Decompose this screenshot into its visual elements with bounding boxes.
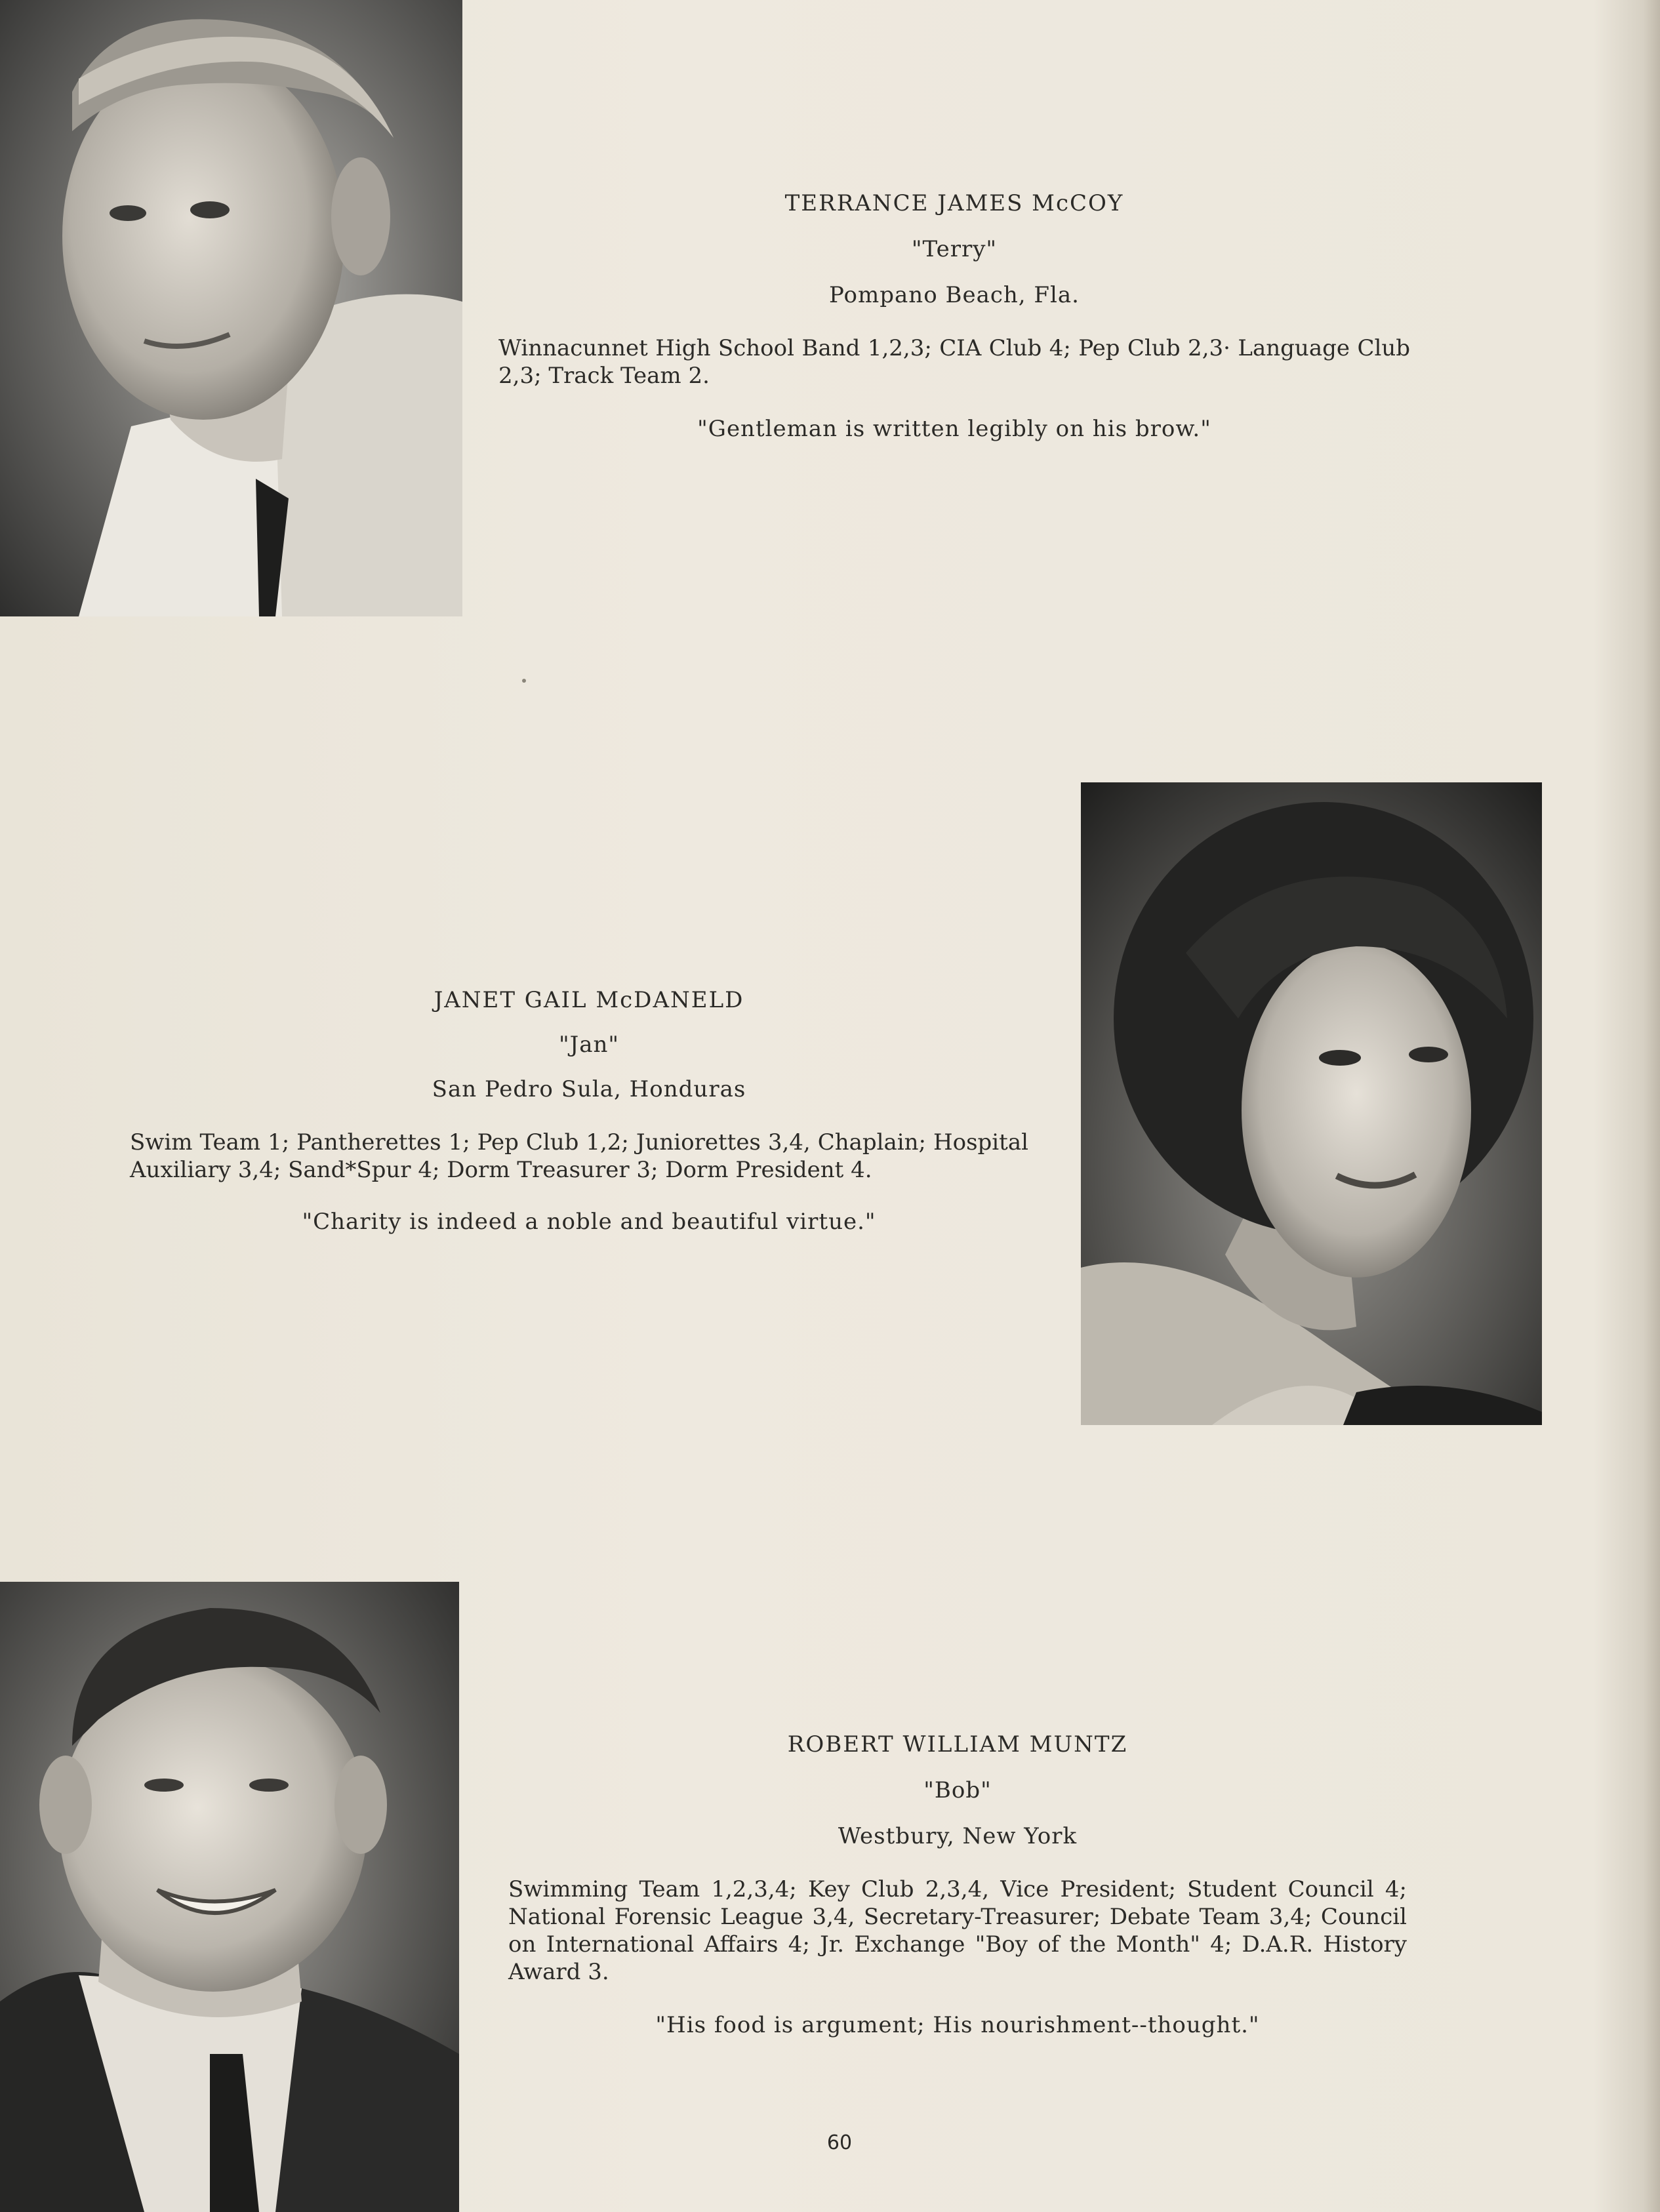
student-quote: "His food is argument; His nourishment--thought." [655,2012,1260,2038]
student-name: TERRANCE JAMES McCOY [784,190,1124,216]
student-name: ROBERT WILLIAM MUNTZ [787,1731,1128,1758]
print-speck [522,679,526,683]
student-entry-muntz [508,1731,1407,2038]
portrait-photo-muntz [0,1582,459,2212]
student-activities: Swim Team 1; Pantherettes 1; Pep Club 1,2; Juniorettes 3,4, Chaplain; Hospital Auxiliary 3,4; Sand*Spur 4; Dorm Treasurer 3; Dorm President 4. [130,1129,1028,1183]
student-nickname: "Bob" [923,1777,992,1803]
student-nickname: "Jan" [558,1032,620,1058]
student-activities: Swimming Team 1,2,3,4; Key Club 2,3,4, Vice President; Student Council 4; National Forensic League 3,4, Secretary-Treasurer; Debate Team 3,4; Council on International Affairs 4; Jr. Exchange "Boy of the Month" 4; D.A.R. History Award 3. [508,1876,1407,1985]
page-number: 60 [826,2131,853,2154]
student-quote: "Gentleman is written legibly on his brow." [697,416,1211,442]
student-nickname: "Terry" [911,236,998,262]
student-hometown: Pompano Beach, Fla. [829,282,1080,308]
student-hometown: Westbury, New York [838,1823,1078,1849]
student-entry-mccoy [498,190,1410,442]
student-quote: "Charity is indeed a noble and beautiful virtue." [302,1209,876,1235]
student-activities: Winnacunnet High School Band 1,2,3; CIA Club 4; Pep Club 2,3· Language Club 2,3; Track Team 2. [498,335,1410,389]
portrait-photo-mccoy [0,0,462,616]
portrait-photo-mcdaneld [1081,782,1542,1425]
student-name: JANET GAIL McDANELD [434,987,744,1013]
student-hometown: San Pedro Sula, Honduras [432,1076,746,1102]
student-entry-mcdaneld [130,987,1048,1235]
